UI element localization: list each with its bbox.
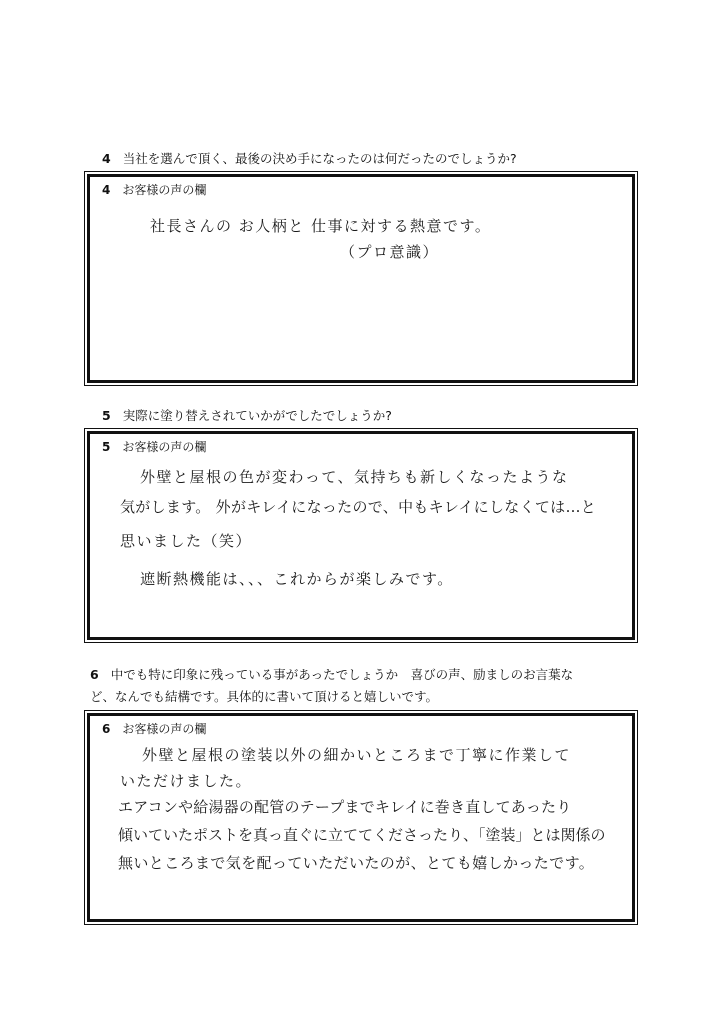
answer-line: 遮断熱機能は、、、これからが楽しみです。 [140,570,454,588]
answer-box-6 [87,713,635,922]
box-number: 5 [102,440,111,454]
question-5 [102,405,642,427]
box-number: 6 [102,722,111,736]
box-label-text: お客様の声の欄 [122,440,207,454]
question-text: 当社を選んで頂く、最後の決め手になったのは何だったのでしょうか? [122,151,517,166]
answer-line: 無いところまで気を配っていただいたのが、とても嬉しかったです。 [118,854,595,872]
question-4 [102,148,642,170]
answer-box-4 [87,174,635,383]
question-text: 実際に塗り替えされていかがでしたでしょうか? [122,408,392,423]
box-label [102,181,206,198]
question-number: 4 [102,151,111,166]
question-6 [90,664,650,708]
box-label [102,720,206,737]
answer-line: 外壁と屋根の塗装以外の細かいところまで丁寧に作業して [142,746,572,764]
question-number: 6 [90,667,99,682]
box-label-text: お客様の声の欄 [122,183,207,197]
box-label [102,438,206,455]
box-number: 4 [102,183,111,197]
question-line-2: ど、なんでも結構です。具体的に書いて頂けると嬉しいです。 [90,689,439,704]
answer-line: 思いました（笑） [120,532,253,550]
answer-line: 傾いていたポストを真っ直ぐに立ててくださったり、「塗装」とは関係の [118,826,606,844]
answer-line: 社長さんの お人柄と 仕事に対する熱意です。 [150,217,492,235]
question-line-1 [90,664,650,686]
answer-line: いただけました。 [120,772,253,790]
answer-line: 気がします。 外がキレイになったので、中もキレイにしなくては…と [120,498,597,516]
box-label-text: お客様の声の欄 [122,722,207,736]
question-number: 5 [102,408,111,423]
answer-line: エアコンや給湯器の配管のテープまでキレイに巻き直してあったり [118,798,572,816]
answer-line: 外壁と屋根の色が変わって、気持ちも新しくなったような [140,468,569,486]
question-text: 中でも特に印象に残っている事があったでしょうか 喜びの声、励ましのお言葉な [110,667,574,682]
answer-line: （プロ意識） [340,243,440,261]
answer-box-5 [87,431,635,640]
